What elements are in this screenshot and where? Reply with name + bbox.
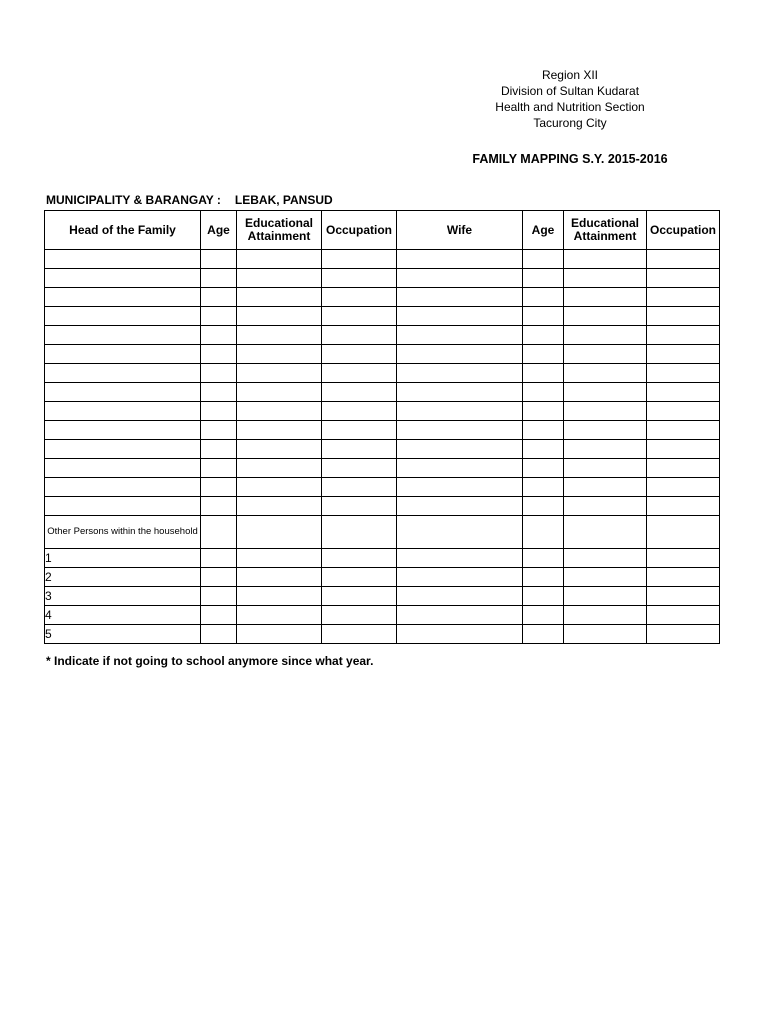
table-cell[interactable] — [564, 364, 647, 383]
table-cell[interactable] — [564, 549, 647, 568]
table-cell[interactable] — [523, 459, 564, 478]
table-cell[interactable] — [647, 549, 720, 568]
table-cell[interactable] — [397, 269, 523, 288]
other-persons-row — [45, 516, 720, 549]
table-cell[interactable] — [523, 549, 564, 568]
table-cell[interactable] — [564, 459, 647, 478]
table-cell[interactable] — [564, 421, 647, 440]
table-cell[interactable] — [397, 440, 523, 459]
table-cell[interactable] — [322, 497, 397, 516]
table-cell[interactable] — [397, 606, 523, 625]
table-cell[interactable] — [237, 497, 322, 516]
table-cell[interactable] — [523, 516, 564, 549]
table-cell[interactable] — [397, 625, 523, 644]
table-cell[interactable] — [45, 326, 201, 345]
table-cell[interactable] — [201, 307, 237, 326]
table-cell[interactable] — [523, 383, 564, 402]
table-cell[interactable] — [201, 402, 237, 421]
table-cell[interactable] — [397, 345, 523, 364]
table-row — [45, 497, 720, 516]
numbered-person-row — [45, 606, 720, 625]
table-row — [45, 269, 720, 288]
table-row — [45, 307, 720, 326]
table-cell[interactable] — [564, 440, 647, 459]
table-cell[interactable] — [523, 625, 564, 644]
table-cell[interactable] — [322, 440, 397, 459]
table-cell[interactable] — [201, 587, 237, 606]
table-cell[interactable] — [523, 587, 564, 606]
col-wife-educational-attainment: Educational Attainment — [564, 211, 647, 250]
col-educational-attainment: Educational Attainment — [237, 211, 322, 250]
header-city: Tacurong City — [533, 116, 607, 130]
table-cell[interactable] — [647, 478, 720, 497]
municipality-label: MUNICIPALITY & BARANGAY : — [46, 193, 221, 207]
table-cell[interactable] — [45, 269, 201, 288]
table-cell[interactable] — [564, 383, 647, 402]
table-cell[interactable] — [523, 478, 564, 497]
table-cell[interactable] — [237, 364, 322, 383]
table-cell[interactable] — [397, 421, 523, 440]
table-cell[interactable] — [45, 364, 201, 383]
table-row — [45, 440, 720, 459]
table-cell[interactable] — [237, 568, 322, 587]
table-cell[interactable] — [647, 568, 720, 587]
table-cell[interactable] — [397, 516, 523, 549]
table-cell[interactable] — [322, 269, 397, 288]
footnote: * Indicate if not going to school anymore since what year. — [46, 654, 374, 668]
table-row — [45, 402, 720, 421]
table-cell[interactable] — [237, 269, 322, 288]
table-cell[interactable] — [322, 250, 397, 269]
person-number[interactable]: 3 — [45, 587, 201, 606]
table-cell[interactable] — [564, 402, 647, 421]
person-number[interactable]: 1 — [45, 549, 201, 568]
table-cell[interactable] — [564, 497, 647, 516]
table-row — [45, 288, 720, 307]
table-cell[interactable] — [397, 497, 523, 516]
table-cell[interactable] — [201, 250, 237, 269]
table-cell[interactable] — [322, 625, 397, 644]
table-row — [45, 326, 720, 345]
table-cell[interactable] — [45, 288, 201, 307]
col-age: Age — [201, 211, 237, 250]
table-cell[interactable] — [322, 568, 397, 587]
table-cell[interactable] — [45, 440, 201, 459]
table-cell[interactable] — [237, 326, 322, 345]
other-persons-label: Other Persons within the household — [45, 516, 201, 549]
table-cell[interactable] — [45, 402, 201, 421]
table-cell[interactable] — [523, 307, 564, 326]
table-cell[interactable] — [564, 250, 647, 269]
family-mapping-table — [44, 210, 720, 644]
table-cell[interactable] — [201, 549, 237, 568]
table-row — [45, 383, 720, 402]
table-cell[interactable] — [201, 383, 237, 402]
table-cell[interactable] — [397, 383, 523, 402]
table-row — [45, 364, 720, 383]
table-cell[interactable] — [523, 250, 564, 269]
table-cell[interactable] — [523, 402, 564, 421]
table-cell[interactable] — [45, 345, 201, 364]
table-cell[interactable] — [647, 606, 720, 625]
document-header — [440, 67, 700, 131]
table-cell[interactable] — [523, 326, 564, 345]
table-cell[interactable] — [647, 383, 720, 402]
table-cell[interactable] — [647, 250, 720, 269]
table-cell[interactable] — [201, 440, 237, 459]
header-section: Health and Nutrition Section — [495, 100, 645, 114]
form-title: FAMILY MAPPING S.Y. 2015-2016 — [472, 152, 668, 166]
table-cell[interactable] — [237, 549, 322, 568]
table-cell[interactable] — [564, 478, 647, 497]
table-cell[interactable] — [322, 307, 397, 326]
table-cell[interactable] — [647, 421, 720, 440]
table-cell[interactable] — [201, 459, 237, 478]
table-cell[interactable] — [397, 587, 523, 606]
col-head-of-family: Head of the Family — [45, 211, 201, 250]
table-cell[interactable] — [564, 326, 647, 345]
table-cell[interactable] — [647, 269, 720, 288]
table-cell[interactable] — [397, 288, 523, 307]
table-cell[interactable] — [647, 364, 720, 383]
table-cell[interactable] — [647, 625, 720, 644]
table-row — [45, 345, 720, 364]
table-cell[interactable] — [237, 421, 322, 440]
table-cell[interactable] — [322, 402, 397, 421]
table-cell[interactable] — [647, 459, 720, 478]
header-division: Division of Sultan Kudarat — [500, 84, 640, 98]
table-cell[interactable] — [397, 568, 523, 587]
col-wife-occupation: Occupation — [647, 211, 720, 250]
table-cell[interactable] — [523, 364, 564, 383]
table-cell[interactable] — [237, 402, 322, 421]
table-row — [45, 459, 720, 478]
table-cell[interactable] — [523, 269, 564, 288]
table-cell[interactable] — [201, 568, 237, 587]
table-cell[interactable] — [397, 478, 523, 497]
table-cell[interactable] — [45, 478, 201, 497]
table-cell[interactable] — [564, 269, 647, 288]
table-cell[interactable] — [647, 326, 720, 345]
table-cell[interactable] — [322, 549, 397, 568]
table-cell[interactable] — [397, 364, 523, 383]
table-cell[interactable] — [397, 250, 523, 269]
table-cell[interactable] — [201, 326, 237, 345]
table-row — [45, 421, 720, 440]
person-number[interactable]: 2 — [45, 568, 201, 587]
table-cell[interactable] — [322, 383, 397, 402]
table-cell[interactable] — [647, 440, 720, 459]
table-cell[interactable] — [45, 250, 201, 269]
numbered-person-row — [45, 587, 720, 606]
col-wife-age: Age — [523, 211, 564, 250]
table-cell[interactable] — [647, 402, 720, 421]
table-cell[interactable] — [523, 288, 564, 307]
table-cell[interactable] — [322, 516, 397, 549]
table-cell[interactable] — [564, 568, 647, 587]
table-cell[interactable] — [322, 288, 397, 307]
table-cell[interactable] — [237, 606, 322, 625]
table-cell[interactable] — [201, 478, 237, 497]
table-cell[interactable] — [523, 606, 564, 625]
person-number[interactable]: 5 — [45, 625, 201, 644]
table-cell[interactable] — [564, 587, 647, 606]
numbered-person-row — [45, 568, 720, 587]
table-cell[interactable] — [564, 606, 647, 625]
table-cell[interactable] — [397, 402, 523, 421]
table-cell[interactable] — [647, 288, 720, 307]
table-header-row — [45, 211, 720, 250]
table-cell[interactable] — [201, 364, 237, 383]
table-cell[interactable] — [45, 383, 201, 402]
table-cell[interactable] — [45, 421, 201, 440]
table-cell[interactable] — [237, 307, 322, 326]
table-cell[interactable] — [647, 516, 720, 549]
table-cell[interactable] — [647, 307, 720, 326]
table-cell[interactable] — [523, 440, 564, 459]
table-cell[interactable] — [322, 606, 397, 625]
table-cell[interactable] — [647, 497, 720, 516]
table-cell[interactable] — [322, 478, 397, 497]
table-cell[interactable] — [201, 497, 237, 516]
table-cell[interactable] — [523, 497, 564, 516]
table-row — [45, 478, 720, 497]
table-cell[interactable] — [564, 516, 647, 549]
table-cell[interactable] — [237, 625, 322, 644]
table-cell[interactable] — [237, 587, 322, 606]
table-cell[interactable] — [237, 288, 322, 307]
municipality-value: LEBAK, PANSUD — [234, 193, 333, 207]
table-cell[interactable] — [322, 421, 397, 440]
table-cell[interactable] — [45, 459, 201, 478]
table-cell[interactable] — [322, 326, 397, 345]
table-cell[interactable] — [564, 345, 647, 364]
table-cell[interactable] — [397, 307, 523, 326]
table-cell[interactable] — [647, 587, 720, 606]
municipality-row — [46, 193, 333, 207]
table-cell[interactable] — [237, 440, 322, 459]
table-cell[interactable] — [322, 345, 397, 364]
table-cell[interactable] — [564, 288, 647, 307]
table-cell[interactable] — [523, 421, 564, 440]
table-cell[interactable] — [45, 497, 201, 516]
numbered-person-row — [45, 549, 720, 568]
table-cell[interactable] — [397, 549, 523, 568]
table-cell[interactable] — [322, 459, 397, 478]
table-cell[interactable] — [201, 288, 237, 307]
table-cell[interactable] — [397, 326, 523, 345]
table-cell[interactable] — [397, 459, 523, 478]
person-number[interactable]: 4 — [45, 606, 201, 625]
table-cell[interactable] — [237, 345, 322, 364]
table-cell[interactable] — [201, 269, 237, 288]
table-cell[interactable] — [523, 568, 564, 587]
table-cell[interactable] — [45, 307, 201, 326]
table-cell[interactable] — [201, 421, 237, 440]
col-occupation: Occupation — [322, 211, 397, 250]
table-cell[interactable] — [201, 345, 237, 364]
table-cell[interactable] — [564, 625, 647, 644]
table-cell[interactable] — [523, 345, 564, 364]
table-cell[interactable] — [564, 307, 647, 326]
table-cell[interactable] — [237, 250, 322, 269]
table-row — [45, 250, 720, 269]
table-cell[interactable] — [201, 516, 237, 549]
table-cell[interactable] — [201, 625, 237, 644]
table-cell[interactable] — [237, 459, 322, 478]
table-cell[interactable] — [201, 606, 237, 625]
numbered-person-row — [45, 625, 720, 644]
table-cell[interactable] — [322, 587, 397, 606]
table-cell[interactable] — [322, 364, 397, 383]
col-wife: Wife — [397, 211, 523, 250]
header-region: Region XII — [541, 68, 599, 82]
table-cell[interactable] — [237, 516, 322, 549]
table-cell[interactable] — [237, 383, 322, 402]
table-cell[interactable] — [237, 478, 322, 497]
table-cell[interactable] — [647, 345, 720, 364]
